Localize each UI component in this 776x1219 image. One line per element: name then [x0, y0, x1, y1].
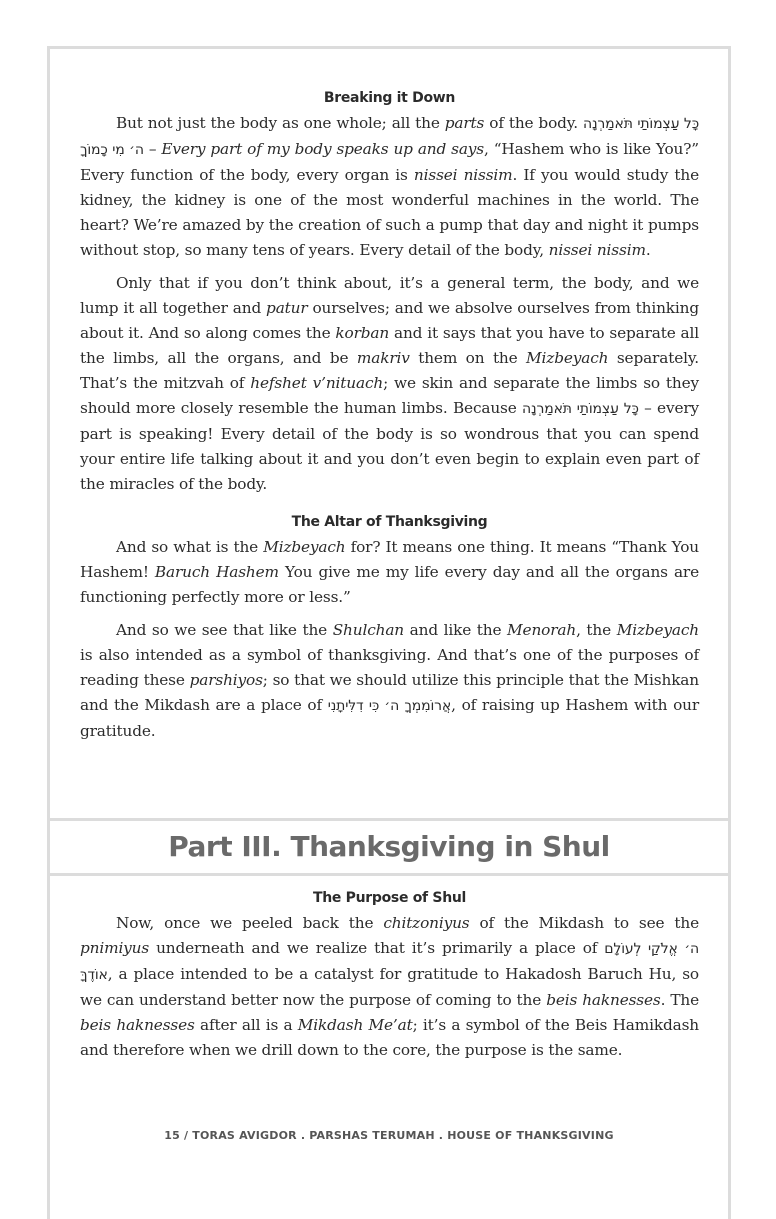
- italic-term: nissei nissim: [548, 241, 646, 259]
- text-run: ; it’s a symbol of the Beis Hamikdash and therefore when we drill down to the core, the purpose is the same.: [80, 1016, 699, 1059]
- italic-term: Mizbeyach: [526, 349, 609, 367]
- text-run: But not just the body as one whole; all the: [116, 114, 445, 132]
- text-run: for? It means one thing. It means “Thank You Hashem!: [80, 538, 699, 581]
- italic-term: hefshet v’nituach: [250, 374, 384, 392]
- text-run: ourselves; and we absolve ourselves from thinking about it. And so along comes the: [80, 299, 699, 342]
- hebrew-quote: אֲרוֹמִמְךָ ה׳ כִּי דִלִּיתָנִי: [327, 698, 452, 714]
- text-run: , of raising up Hashem with our gratitude.: [80, 696, 699, 740]
- text-run: – every part is speaking! Every detail of the body is so wondrous that you can spend your entire life talking about it and you don’t even begin to explain even part of the miracles of the body.: [80, 399, 699, 493]
- italic-term: pnimiyus: [80, 939, 150, 957]
- text-run: . The: [660, 991, 700, 1009]
- paragraph: [80, 111, 699, 263]
- text-run: them on the: [409, 349, 527, 367]
- italic-term: nissei nissim: [413, 166, 513, 184]
- bottom-content: [80, 885, 699, 1075]
- text-run: of the Mikdash to see the: [469, 914, 699, 932]
- text-run: , a place intended to be a catalyst for gratitude to Hakadosh Baruch Hu, so we can understand better now the purpose of coming to the: [80, 965, 699, 1009]
- text-run: Now, once we peeled back the: [116, 914, 384, 932]
- text-run: Only that if you don’t think about, it’s a general term, the body, and we lump it all together and: [80, 274, 699, 317]
- section-heading: The Purpose of Shul: [312, 890, 467, 906]
- text-run: of the body.: [484, 114, 583, 132]
- top-content: [80, 85, 699, 756]
- text-run: , the: [576, 621, 617, 639]
- text-run: And so what is the: [116, 538, 264, 556]
- text-run: is also intended as a symbol of thanksgiving. And that’s one of the purposes of reading these: [80, 646, 699, 689]
- text-run: , “Hashem who is like You?” Every function of the body, every organ is: [80, 140, 699, 184]
- italic-term: parts: [444, 114, 485, 132]
- part-title: Part III. Thanksgiving in Shul: [168, 830, 610, 863]
- italic-term: Mikdash Me’at: [297, 1016, 413, 1034]
- page-footer: 15 / TORAS AVIGDOR . PARSHAS TERUMAH . HOUSE OF THANKSGIVING: [164, 1129, 614, 1142]
- italic-term: patur: [266, 299, 308, 317]
- page-frame: [47, 46, 731, 1219]
- paragraph: [80, 271, 699, 497]
- italic-term: parshiyos: [189, 671, 263, 689]
- text-run: underneath and we realize that it’s primarily a place of: [149, 939, 605, 957]
- italic-term: Mizbeyach: [616, 621, 699, 639]
- italic-term: chitzoniyus: [383, 914, 470, 932]
- text-run: .: [645, 241, 651, 259]
- section-heading: Breaking it Down: [323, 90, 456, 106]
- paragraph: [80, 911, 699, 1063]
- hebrew-quote: כָּל עַצְמוֹתַי תֹּאמַרְנָה ה׳ מִי כָמוֹךָ: [80, 116, 699, 158]
- section-heading: The Altar of Thanksgiving: [291, 514, 488, 530]
- italic-term: beis haknesses: [80, 1016, 195, 1034]
- italic-term: Every part of my body speaks up and says: [161, 140, 484, 158]
- italic-term: Menorah: [507, 621, 577, 639]
- divider: [50, 873, 728, 876]
- hebrew-quote: כָּל עַצְמוֹתַי תֹּאמַרְנָה: [522, 401, 639, 417]
- hebrew-quote: ה׳ אֱלֹקַי לְעוֹלָם אוֹדֶךָּ: [80, 941, 699, 983]
- text-run: . If you would study the kidney, the kidney is one of the most wonderful machines in the world. The heart? We’re amazed by the creation of such a pump that day and night it pumps without stop, so many tens of years. Every detail of the body,: [80, 166, 699, 259]
- text-run: ; we skin and separate the limbs so they should more closely resemble the human limbs. Because: [80, 374, 699, 417]
- text-run: separately. That’s the mitzvah of: [80, 349, 700, 392]
- text-run: ; so that we should utilize this principle that the Mishkan and the Mikdash are a place of: [80, 671, 699, 714]
- italic-term: Shulchan: [332, 621, 404, 639]
- italic-term: beis haknesses: [546, 991, 661, 1009]
- text-run: and it says that you have to separate all the limbs, all the organs, and be: [80, 324, 699, 367]
- text-run: And so we see that like the: [116, 621, 333, 639]
- italic-term: makriv: [356, 349, 410, 367]
- text-run: You give me my life every day and all the organs are functioning perfectly more or less.”: [80, 563, 699, 606]
- italic-term: Baruch Hashem: [154, 563, 279, 581]
- italic-term: Mizbeyach: [263, 538, 346, 556]
- text-run: –: [143, 140, 162, 158]
- text-run: and like the: [404, 621, 508, 639]
- paragraph: [80, 618, 699, 744]
- paragraph: [80, 535, 699, 610]
- text-run: after all is a: [194, 1016, 298, 1034]
- italic-term: korban: [335, 324, 390, 342]
